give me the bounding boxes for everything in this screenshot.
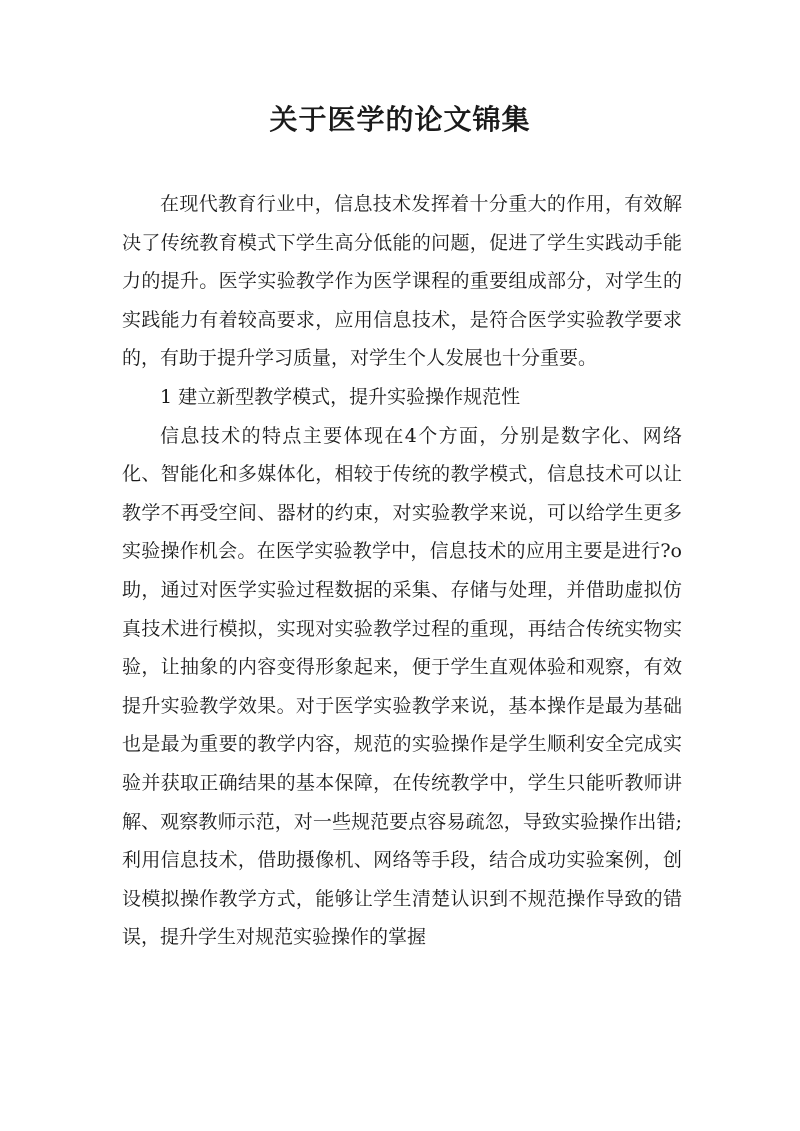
document-title: 关于医学的论文锦集 <box>269 103 531 136</box>
paragraph-section-1: 信息技术的特点主要体现在4个方面，分别是数字化、网络化、智能化和多媒体化，相较于传统的教学模式，信息技术可以让教学不再受空间、器材的约束，对实验教学来说，可以给学生更多实验操作机会。在医学实验教学中，信息技术的应用主要是进行?o助，通过对医学实验过程数据的采集、存储与处理，并借助虚拟仿真技术进行模拟，实现对实验教学过程的重现，再结合传统实物实验，让抽象的内容变得形象起来，便于学生直观体验和观察，有效提升实验教学效果。对于医学实验教学来说，基本操作是最为基础也是最为重要的教学内容，规范的实验操作是学生顺利安全完成实验并获取正确结果的基本保障，在传统教学中，学生只能听教师讲解、观察教师示范，对一些规范要点容易疏忽，导致实验操作出错;利用信息技术，借助摄像机、网络等手段，结合成功实验案例，创设模拟操作教学方式，能够让学生清楚认识到不规范操作导致的错误，提升学生对规范实验操作的掌握 <box>122 424 682 949</box>
document-body <box>122 185 682 957</box>
paragraph-intro: 在现代教育行业中，信息技术发挥着十分重大的作用，有效解决了传统教育模式下学生高分低能的问题，促进了学生实践动手能力的提升。医学实验教学作为医学课程的重要组成部分，对学生的实践能力有着较高要求，应用信息技术，是符合医学实验教学要求的，有助于提升学习质量，对学生个人发展也十分重要。 <box>122 193 682 370</box>
section-heading-1: 1 建立新型教学模式，提升实验操作规范性 <box>160 385 521 408</box>
